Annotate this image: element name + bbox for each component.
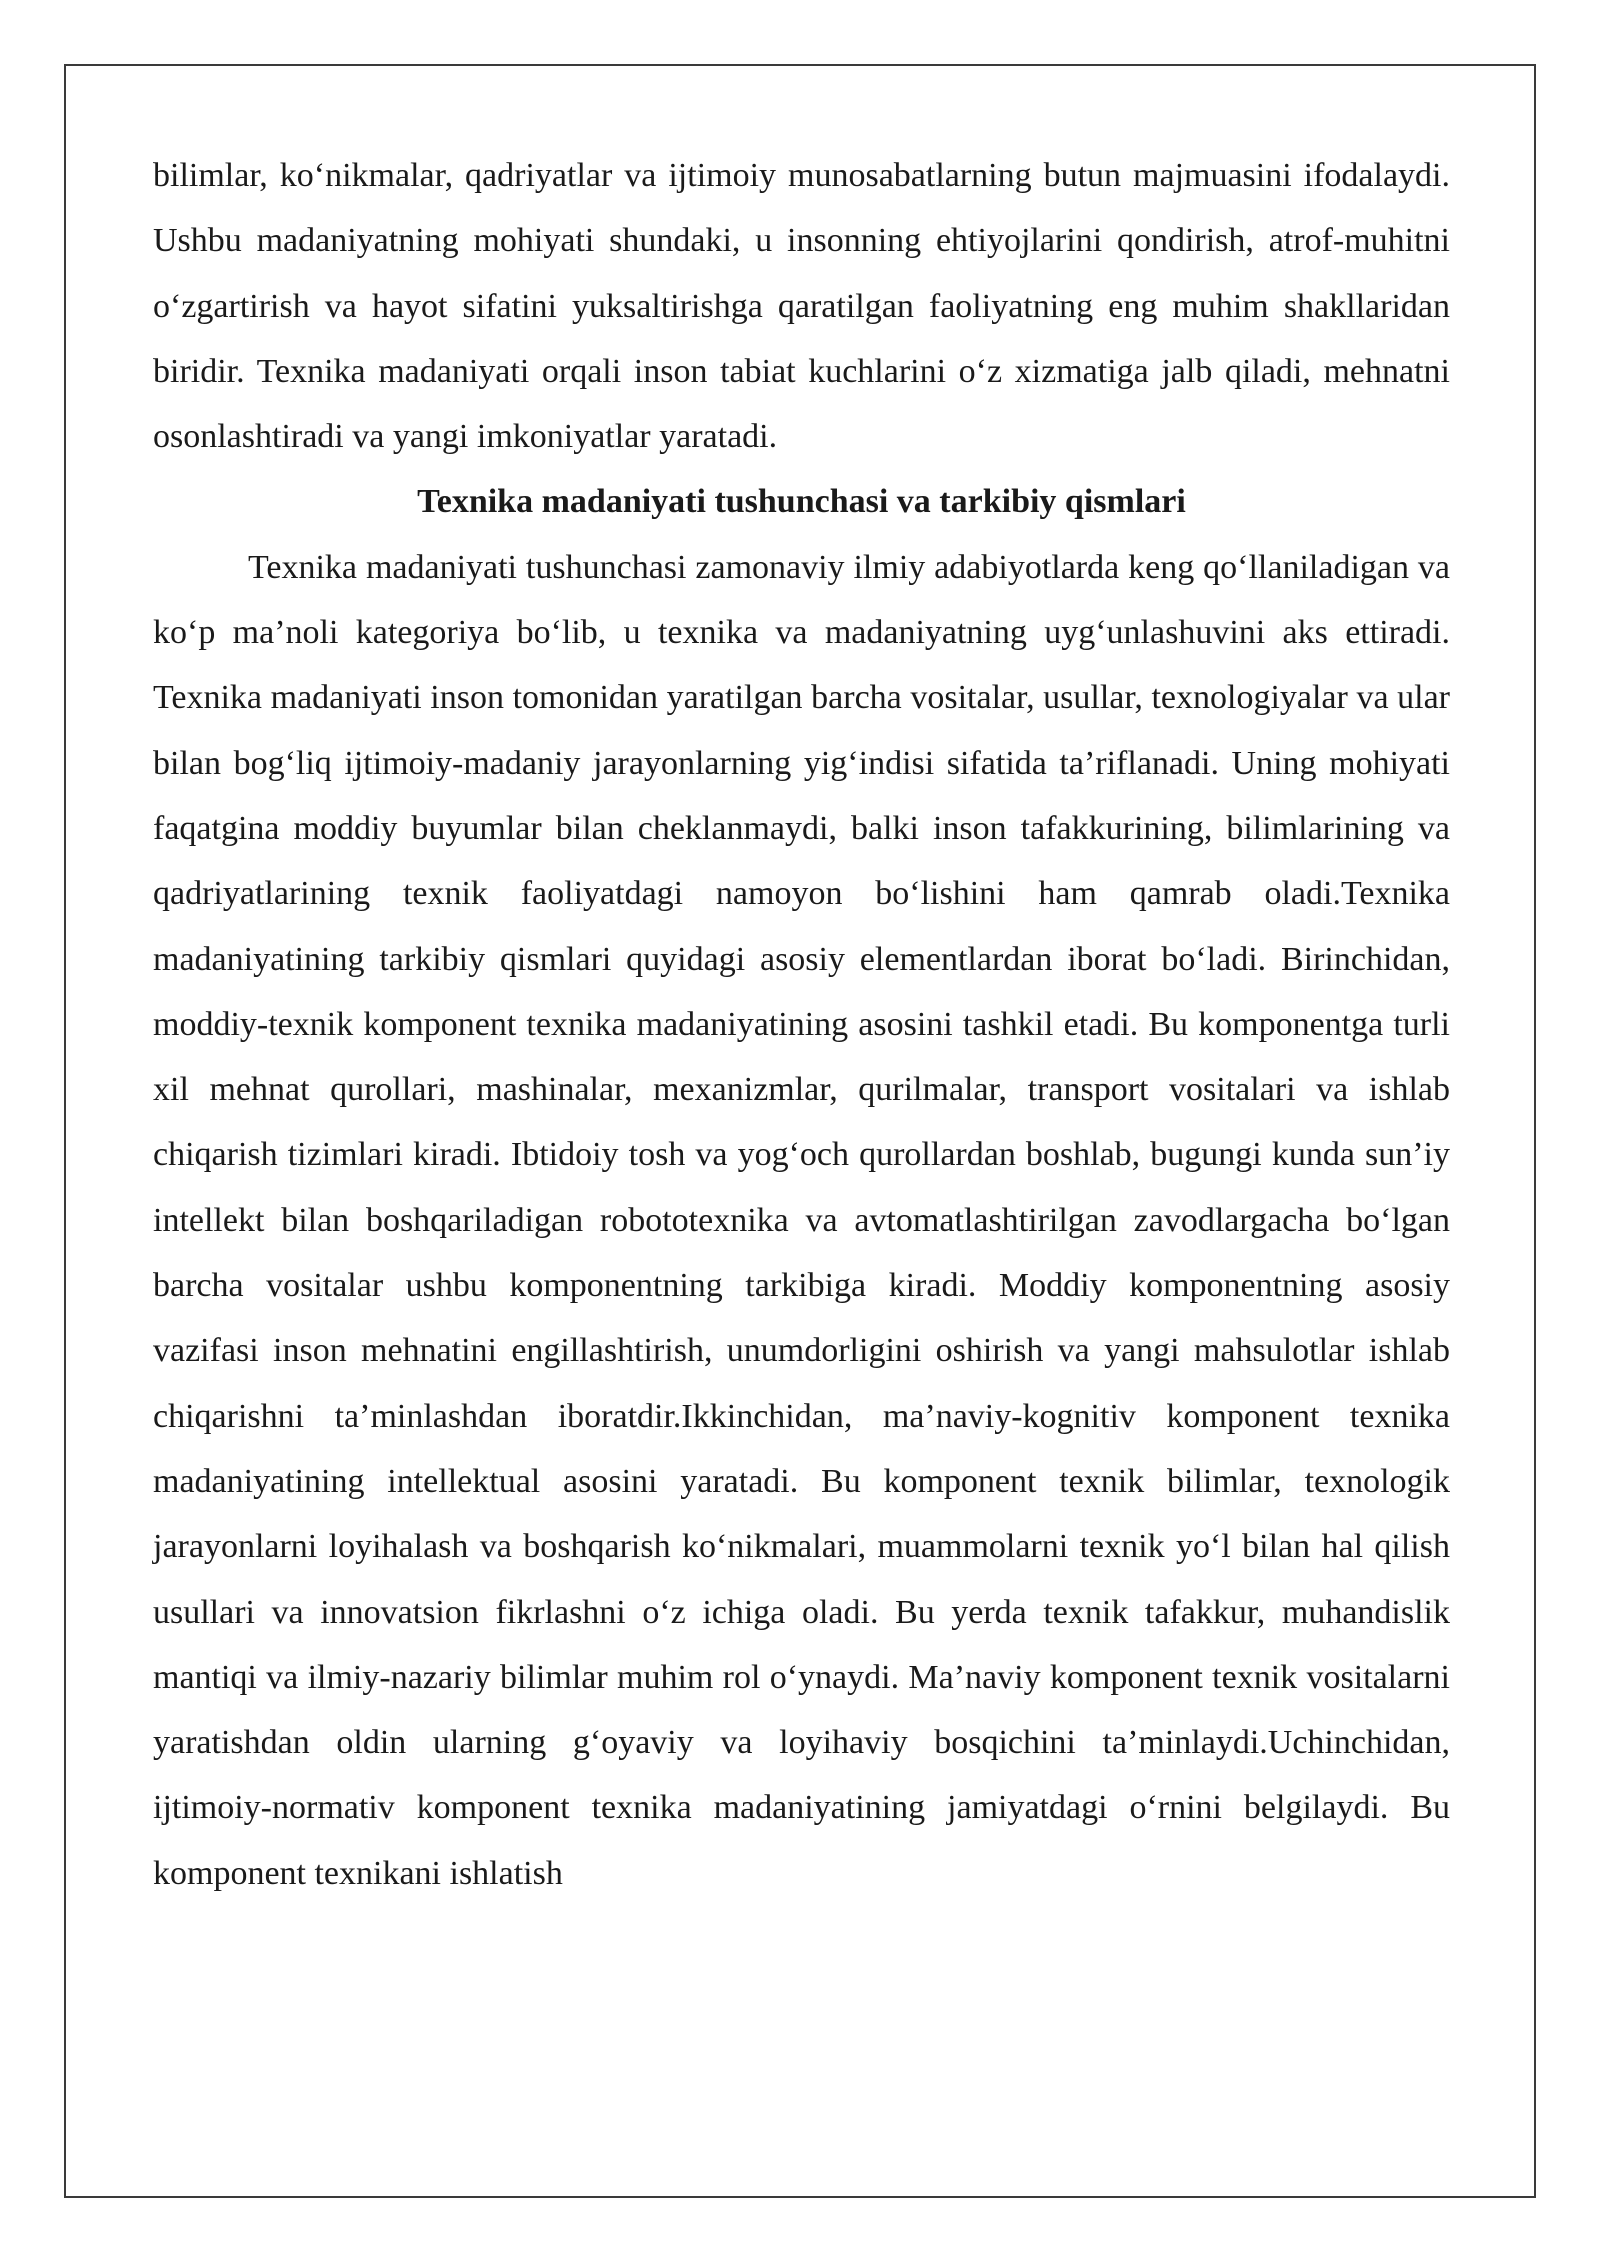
document-body xyxy=(153,143,1450,1906)
section-heading: Texnika madaniyati tushunchasi va tarkibiy qismlari xyxy=(417,483,1186,521)
paragraph-main: Texnika madaniyati tushunchasi zamonaviy ilmiy adabiyotlarda keng qo‘llaniladigan va ko‘p ma’noli kategoriya bo‘lib, u texnika va madaniyatning uyg‘unlashuvini aks ettiradi. Texnika madaniyati inson tomonidan yaratilgan barcha vositalar, usullar, texnologiyalar va ular bilan bog‘liq ijtimoiy-madaniy jarayonlarning yig‘indisi sifatida ta’riflanadi. Uning mohiyati faqatgina moddiy buyumlar bilan cheklanmaydi, balki inson tafakkurining, bilimlarining va qadriyatlarining texnik faoliyatdagi namoyon bo‘lishini ham qamrab oladi.Texnika madaniyatining tarkibiy qismlari quyidagi asosiy elementlardan iborat bo‘ladi. Birinchidan, moddiy-texnik komponent texnika madaniyatining asosini tashkil etadi. Bu komponentga turli xil mehnat qurollari, mashinalar, mexanizmlar, qurilmalar, transport vositalari va ishlab chiqarish tizimlari kiradi. Ibtidoiy tosh va yog‘och qurollardan boshlab, bugungi kunda sun’iy intellekt bilan boshqariladigan robototexnika va avtomatlashtirilgan zavodlargacha bo‘lgan barcha vositalar ushbu komponentning tarkibiga kiradi. Moddiy komponentning asosiy vazifasi inson mehnatini engillashtirish, unumdorligini oshirish va yangi mahsulotlar ishlab chiqarishni ta’minlashdan iboratdir.Ikkinchidan, ma’naviy-kognitiv komponent texnika madaniyatining intellektual asosini yaratadi. Bu komponent texnik bilimlar, texnologik jarayonlarni loyihalash va boshqarish ko‘nikmalari, muammolarni texnik yo‘l bilan hal qilish usullari va innovatsion fikrlashni o‘z ichiga oladi. Bu yerda texnik tafakkur, muhandislik mantiqi va ilmiy-nazariy bilimlar muhim rol o‘ynaydi. Ma’naviy komponent texnik vositalarni yaratishdan oldin ularning g‘oyaviy va loyihaviy bosqichini ta’minlaydi.Uchinchidan, ijtimoiy-normativ komponent texnika madaniyatining jamiyatdagi o‘rnini belgilaydi. Bu komponent texnikani ishlatish xyxy=(153,548,1450,1892)
paragraph-continued: bilimlar, ko‘nikmalar, qadriyatlar va ijtimoiy munosabatlarning butun majmuasini ifodalaydi. Ushbu madaniyatning mohiyati shundaki, u insonning ehtiyojlarini qondirish, atrof-muhitni o‘zgartirish va hayot sifatini yuksaltirishga qaratilgan faoliyatning eng muhim shakllaridan biridir. Texnika madaniyati orqali inson tabiat kuchlarini o‘z xizmatiga jalb qiladi, mehnatni osonlashtiradi va yangi imkoniyatlar yaratadi. xyxy=(153,157,1450,456)
